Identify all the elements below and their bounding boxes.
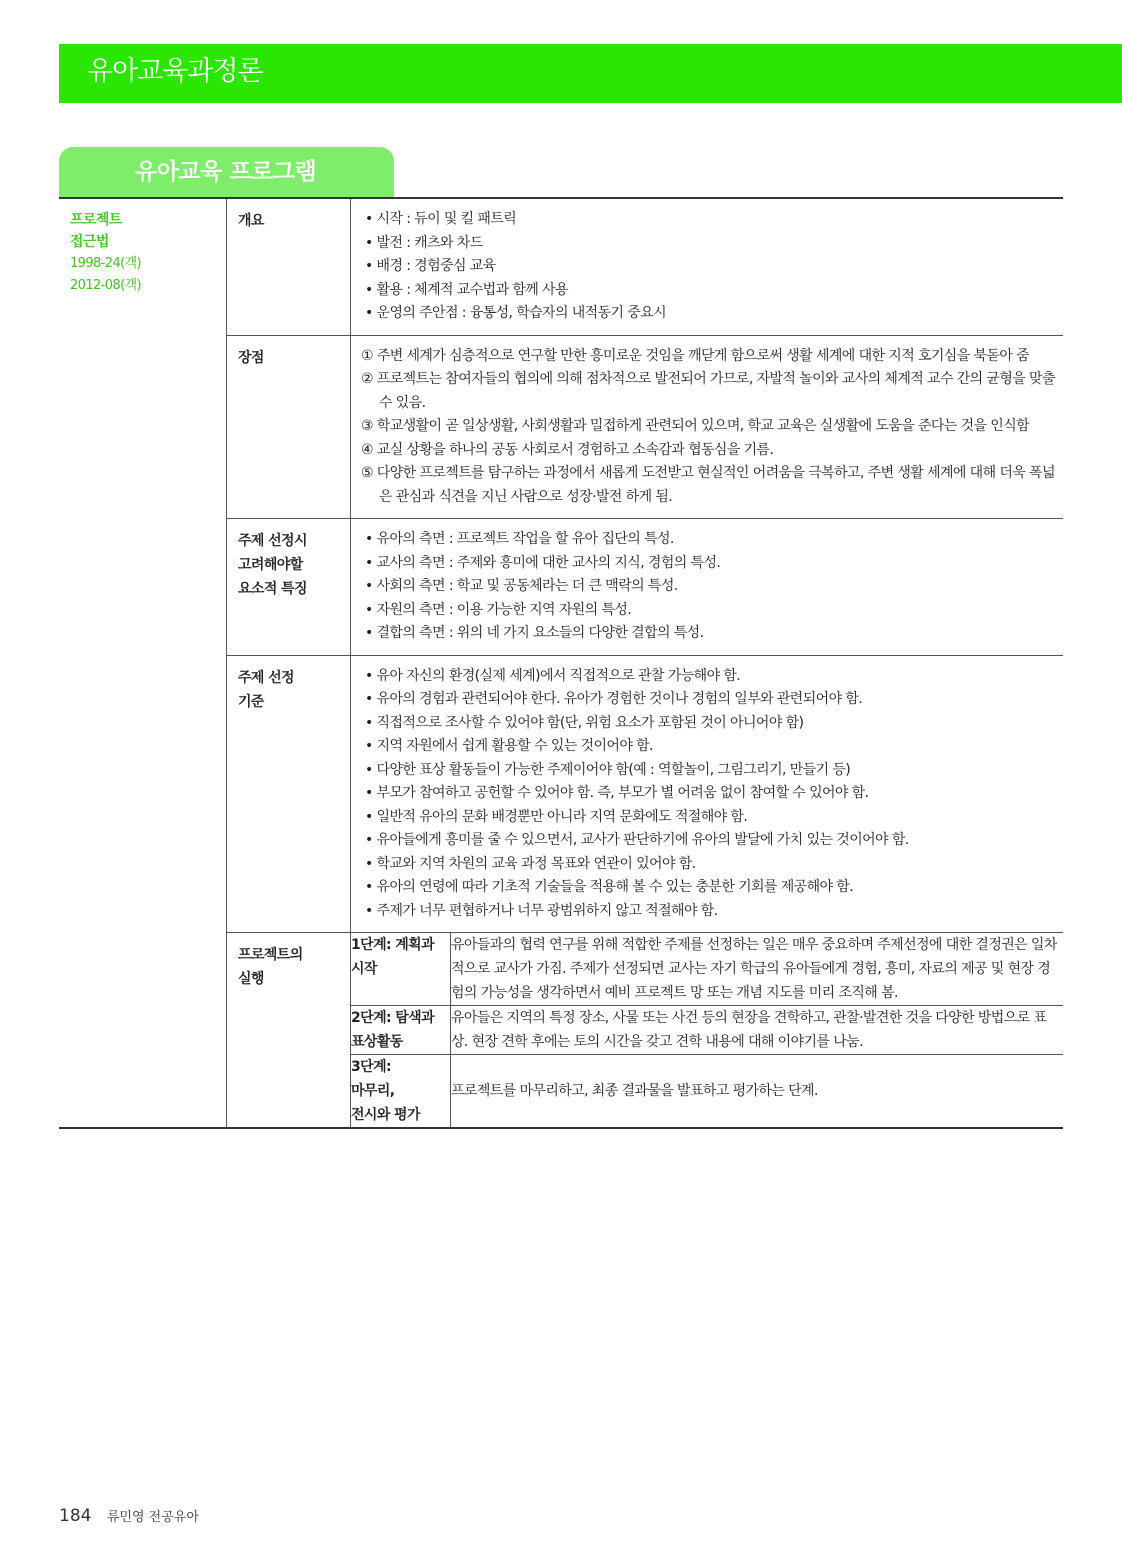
topic-name-line2: 접근법 xyxy=(70,234,109,250)
implementation-label-line2: 실행 xyxy=(238,971,264,987)
factors-list xyxy=(361,528,1057,646)
list-item: • 학교와 지역 차원의 교육 과정 목표와 연관이 있어야 함. xyxy=(361,853,1057,877)
stage-1-label-line2: 시작 xyxy=(351,961,377,977)
criteria-label-line2: 기준 xyxy=(238,693,264,710)
list-item: • 유아들에게 흥미를 줄 수 있으면서, 교사가 판단하기에 유아의 발달에 가치 있는 것이어야 함. xyxy=(361,829,1057,853)
list-item: • 배경 : 경험중심 교육 xyxy=(361,255,1057,279)
list-item: ④ 교실 상황을 하나의 공동 사회로서 경험하고 소속감과 협동심을 기름. xyxy=(361,441,774,458)
list-item: • 일반적 유아의 문화 배경뿐만 아니라 지역 문화에도 적절해야 함. xyxy=(361,806,1057,830)
stage-3-label-line3: 전시와 평가 xyxy=(351,1107,420,1123)
stage-2-label-line2: 표상활동 xyxy=(351,1034,403,1050)
list-item: • 유아의 연령에 따라 기초적 기술들을 적용해 볼 수 있는 충분한 기회를 제공해야 함. xyxy=(361,876,1057,900)
list-item: • 유아 자신의 환경(실제 세계)에서 직접적으로 관찰 가능해야 함. xyxy=(361,665,1057,689)
stage-row-1 xyxy=(351,933,1063,1006)
footer-book-name: 류민영 전공유아 xyxy=(106,1510,199,1525)
stage-3-label xyxy=(351,1055,451,1128)
stage-3-desc: 프로젝트를 마무리하고, 최종 결과물을 발표하고 평가하는 단계. xyxy=(451,1055,1064,1128)
stage-row-3 xyxy=(351,1055,1063,1128)
row-head-merits xyxy=(227,335,351,519)
merits-label: 장점 xyxy=(238,349,264,366)
row-body-overview xyxy=(351,198,1064,335)
list-item: • 지역 자원에서 쉽게 활용할 수 있는 것이어야 함. xyxy=(361,735,1057,759)
row-body-implementation xyxy=(351,933,1064,1129)
factors-label-line1: 주제 선정시 xyxy=(238,533,307,549)
list-item: • 시작 : 듀이 및 킬 패트릭 xyxy=(361,208,1057,232)
topic-name-line1: 프로젝트 xyxy=(70,212,122,228)
stages-table xyxy=(351,933,1063,1127)
page-number: 184 xyxy=(59,1506,92,1526)
row-body-factors xyxy=(351,519,1064,656)
stage-3-label-line1: 3단계: xyxy=(351,1059,391,1075)
row-head-overview xyxy=(227,198,351,335)
list-item: • 사회의 측면 : 학교 및 공동체라는 더 큰 맥락의 특성. xyxy=(361,575,1057,599)
row-body-criteria xyxy=(351,655,1064,933)
list-item: ③ 학교생활이 곧 일상생활, 사회생활과 밀접하게 관련되어 있으며, 학교 교육은 실생활에 도움을 준다는 것을 인식함 xyxy=(361,418,1030,434)
section-tab xyxy=(59,147,394,198)
overview-label: 개요 xyxy=(238,213,264,229)
row-overview xyxy=(59,198,1063,335)
topic-exam-1: 1998-24(객) xyxy=(70,256,142,271)
topic-exam-2: 2012-08(객) xyxy=(70,278,142,293)
stage-2-label xyxy=(351,1006,451,1055)
stage-2-label-line1: 2단계: 탐색과 xyxy=(351,1010,435,1026)
list-item: • 활용 : 체계적 교수법과 함께 사용 xyxy=(361,279,1057,303)
row-body-merits xyxy=(351,335,1064,519)
list-item: • 주제가 너무 편협하거나 너무 광범위하지 않고 적절해야 함. xyxy=(361,900,1057,924)
row-head-implementation xyxy=(227,933,351,1129)
list-item: • 운영의 주안점 : 융통성, 학습자의 내적동기 중요시 xyxy=(361,302,1057,326)
header-bar xyxy=(59,44,1122,103)
overview-list xyxy=(361,208,1057,326)
criteria-label-line1: 주제 선정 xyxy=(238,669,294,686)
stage-1-desc: 유아들과의 협력 연구를 위해 적합한 주제를 선정하는 일은 매우 중요하며 주제선정에 대한 결정권은 일차적으로 교사가 가짐. 주제가 선정되면 교사는 자기 학급의 유아들에게 경험, 흥미, 자료의 제공 및 현장 경험의 가능성을 생각하면서 예비 프로젝트 망 또는 개념 지도를 미리 조직해 봄. xyxy=(451,937,1057,1001)
list-item: • 결합의 측면 : 위의 네 가지 요소들의 다양한 결합의 특성. xyxy=(361,622,1057,646)
list-item: ② 프로젝트는 참여자들의 협의에 의해 점차적으로 발전되어 가므로, 자발적 놀이와 교사의 체계적 교수 간의 균형을 맞출 수 있음. xyxy=(361,371,1055,411)
stage-row-2 xyxy=(351,1006,1063,1055)
list-item: • 교사의 측면 : 주제와 흥미에 대한 교사의 지식, 경험의 특성. xyxy=(361,552,1057,576)
factors-label-line2: 고려해야할 xyxy=(238,557,303,573)
row-head-factors xyxy=(227,519,351,656)
header-title: 유아교육과정론 xyxy=(87,56,263,87)
list-item: • 유아의 경험과 관련되어야 한다. 유아가 경험한 것이나 경험의 일부와 관련되어야 함. xyxy=(361,688,1057,712)
stage-1-label-line1: 1단계: 계획과 xyxy=(351,937,435,953)
merits-list xyxy=(361,345,1057,510)
row-head-criteria xyxy=(227,655,351,933)
content-table xyxy=(59,197,1063,1129)
stage-3-label-line2: 마무리, xyxy=(351,1083,395,1099)
list-item: • 자원의 측면 : 이용 가능한 지역 자원의 특성. xyxy=(361,599,1057,623)
section-title: 유아교육 프로그램 xyxy=(135,159,317,185)
implementation-label-line1: 프로젝트의 xyxy=(238,947,303,963)
list-item: ① 주변 세계가 심층적으로 연구할 만한 흥미로운 것임을 깨닫게 함으로써 생활 세계에 대한 지적 호기심을 북돋아 줌 xyxy=(361,347,1030,364)
list-item: • 직접적으로 조사할 수 있어야 함(단, 위험 요소가 포함된 것이 아니어야 함) xyxy=(361,712,1057,736)
criteria-list xyxy=(361,665,1057,924)
list-item: • 발전 : 캐츠와 차드 xyxy=(361,232,1057,256)
topic-cell xyxy=(59,198,227,1128)
list-item: • 유아의 측면 : 프로젝트 작업을 할 유아 집단의 특성. xyxy=(361,528,1057,552)
list-item: • 다양한 표상 활동들이 가능한 주제이어야 함(예 : 역할놀이, 그림그리기, 만들기 등) xyxy=(361,759,1057,783)
factors-label-line3: 요소적 특징 xyxy=(238,581,307,597)
stage-2-desc: 유아들은 지역의 특정 장소, 사물 또는 사건 등의 현장을 견학하고, 관찰·발견한 것을 다양한 방법으로 표상. 현장 견학 후에는 토의 시간을 갖고 견학 내용에 대해 이야기를 나눔. xyxy=(451,1006,1064,1055)
list-item: • 부모가 참여하고 공헌할 수 있어야 함. 즉, 부모가 별 어려움 없이 참여할 수 있어야 함. xyxy=(361,782,1057,806)
list-item: ⑤ 다양한 프로젝트를 탐구하는 과정에서 새롭게 도전받고 현실적인 어려움을 극복하고, 주변 생활 세계에 대해 더욱 폭넓은 관심과 식견을 지닌 사람으로 성장·발전 하게 됨. xyxy=(361,465,1055,505)
stage-1-label xyxy=(351,933,451,1006)
page-footer xyxy=(59,1506,199,1526)
